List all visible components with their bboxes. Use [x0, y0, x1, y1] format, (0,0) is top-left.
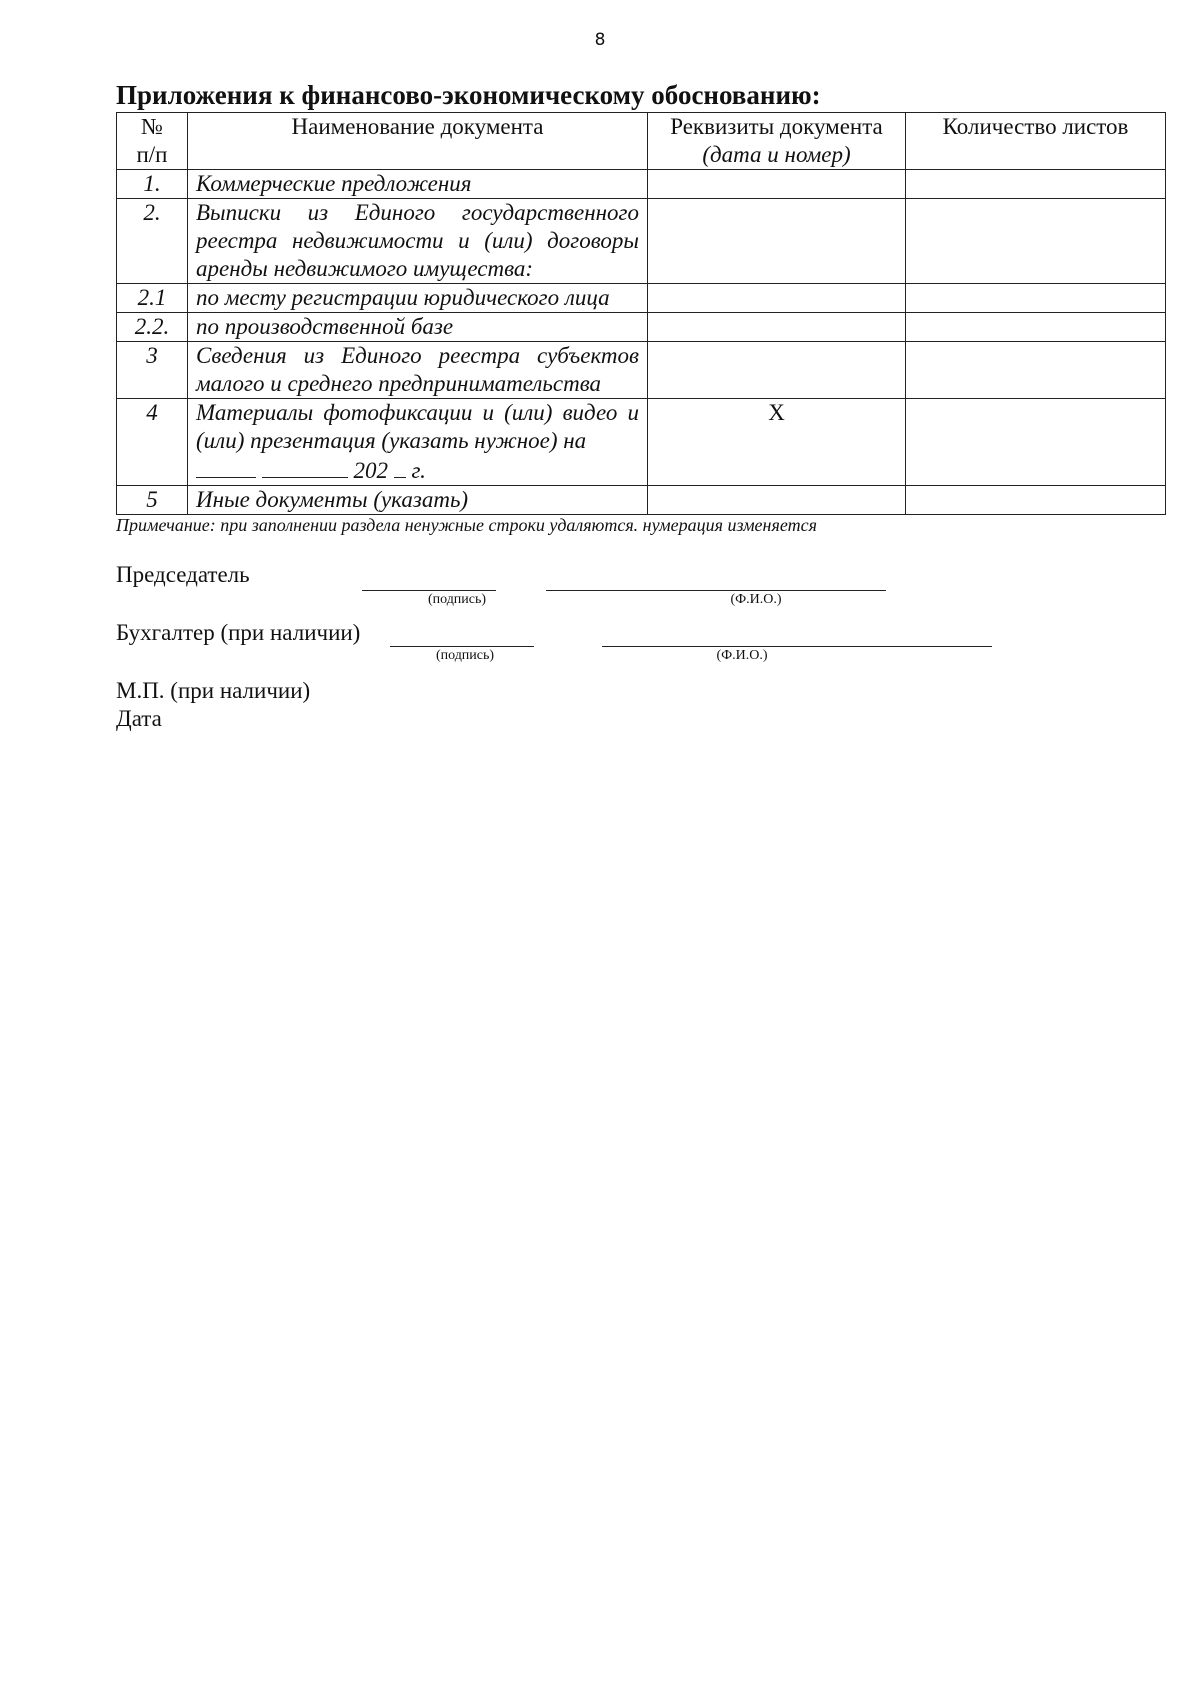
- chairman-name-caption: (Ф.И.О.): [730, 592, 782, 607]
- row-requisites: [648, 486, 906, 515]
- table-note: Примечание: при заполнении раздела ненужные строки удаляются. нумерация изменяется: [116, 515, 817, 535]
- header-sheets: Количество листов: [906, 113, 1166, 170]
- header-req-line1: Реквизиты документа: [670, 114, 883, 139]
- accountant-name-caption: (Ф.И.О.): [716, 648, 768, 663]
- date-year: 202: [353, 458, 388, 483]
- table-header-row: [117, 113, 1166, 170]
- attachments-table: [116, 112, 1166, 515]
- row-sheets: [906, 284, 1166, 313]
- row-sheets: [906, 313, 1166, 342]
- chairman-signature-line[interactable]: [362, 590, 496, 591]
- table-row: [117, 284, 1166, 313]
- row-name: Коммерческие предложения: [188, 170, 648, 199]
- date-blank-day: [196, 455, 256, 478]
- header-num-line1: №: [141, 114, 163, 139]
- row-requisites: [648, 313, 906, 342]
- table-row: [117, 342, 1166, 399]
- chairman-signature-caption: (подпись): [427, 592, 487, 607]
- row-num: 2.: [117, 199, 188, 284]
- row-num: 5: [117, 486, 188, 515]
- row-name: по месту регистрации юридического лица: [188, 284, 648, 313]
- row-requisites: [648, 170, 906, 199]
- row-sheets: [906, 486, 1166, 515]
- stamp-label: М.П. (при наличии): [116, 678, 311, 703]
- accountant-label: Бухгалтер (при наличии): [116, 620, 361, 645]
- row-requisites: [648, 342, 906, 399]
- row-num: 2.1: [117, 284, 188, 313]
- row-name: Выписки из Единого государственного реестра недвижимости и (или) договоры аренды недвижимого имущества:: [188, 199, 648, 284]
- header-num: [117, 113, 188, 170]
- accountant-signature-line[interactable]: [390, 646, 534, 647]
- row-sheets: [906, 170, 1166, 199]
- row-sheets: [906, 399, 1166, 486]
- row-requisites: X: [648, 399, 906, 486]
- row-name: [188, 399, 648, 486]
- chairman-name-line[interactable]: [546, 590, 886, 591]
- accountant-name-line[interactable]: [602, 646, 992, 647]
- table-row: [117, 170, 1166, 199]
- accountant-signature-caption: (подпись): [435, 648, 495, 663]
- page-number: 8: [594, 30, 606, 50]
- table-row: [117, 313, 1166, 342]
- date-suffix: г.: [411, 458, 426, 483]
- row-num: 3: [117, 342, 188, 399]
- section-heading: Приложения к финансово-экономическому обоснованию:: [116, 80, 821, 110]
- header-num-line2: п/п: [136, 142, 168, 167]
- row-num: 2.2.: [117, 313, 188, 342]
- row-sheets: [906, 199, 1166, 284]
- row-num: 1.: [117, 170, 188, 199]
- row-name-text: Материалы фотофиксации и (или) видео и (или) презентация (указать нужное) на: [196, 400, 639, 453]
- table-row: [117, 486, 1166, 515]
- table-row: [117, 199, 1166, 284]
- header-requisites: [648, 113, 906, 170]
- row-name: Иные документы (указать): [188, 486, 648, 515]
- header-name: Наименование документа: [188, 113, 648, 170]
- date-blank-month: [262, 455, 348, 478]
- chairman-label: Председатель: [116, 562, 250, 587]
- header-req-line2: (дата и номер): [702, 142, 851, 167]
- row-requisites: [648, 284, 906, 313]
- date-blank-year: [394, 455, 406, 478]
- row-sheets: [906, 342, 1166, 399]
- row-name: Сведения из Единого реестра субъектов малого и среднего предпринимательства: [188, 342, 648, 399]
- date-label: Дата: [116, 706, 162, 731]
- row-num: 4: [117, 399, 188, 486]
- table-row: [117, 399, 1166, 486]
- row-name: по производственной базе: [188, 313, 648, 342]
- row-requisites: [648, 199, 906, 284]
